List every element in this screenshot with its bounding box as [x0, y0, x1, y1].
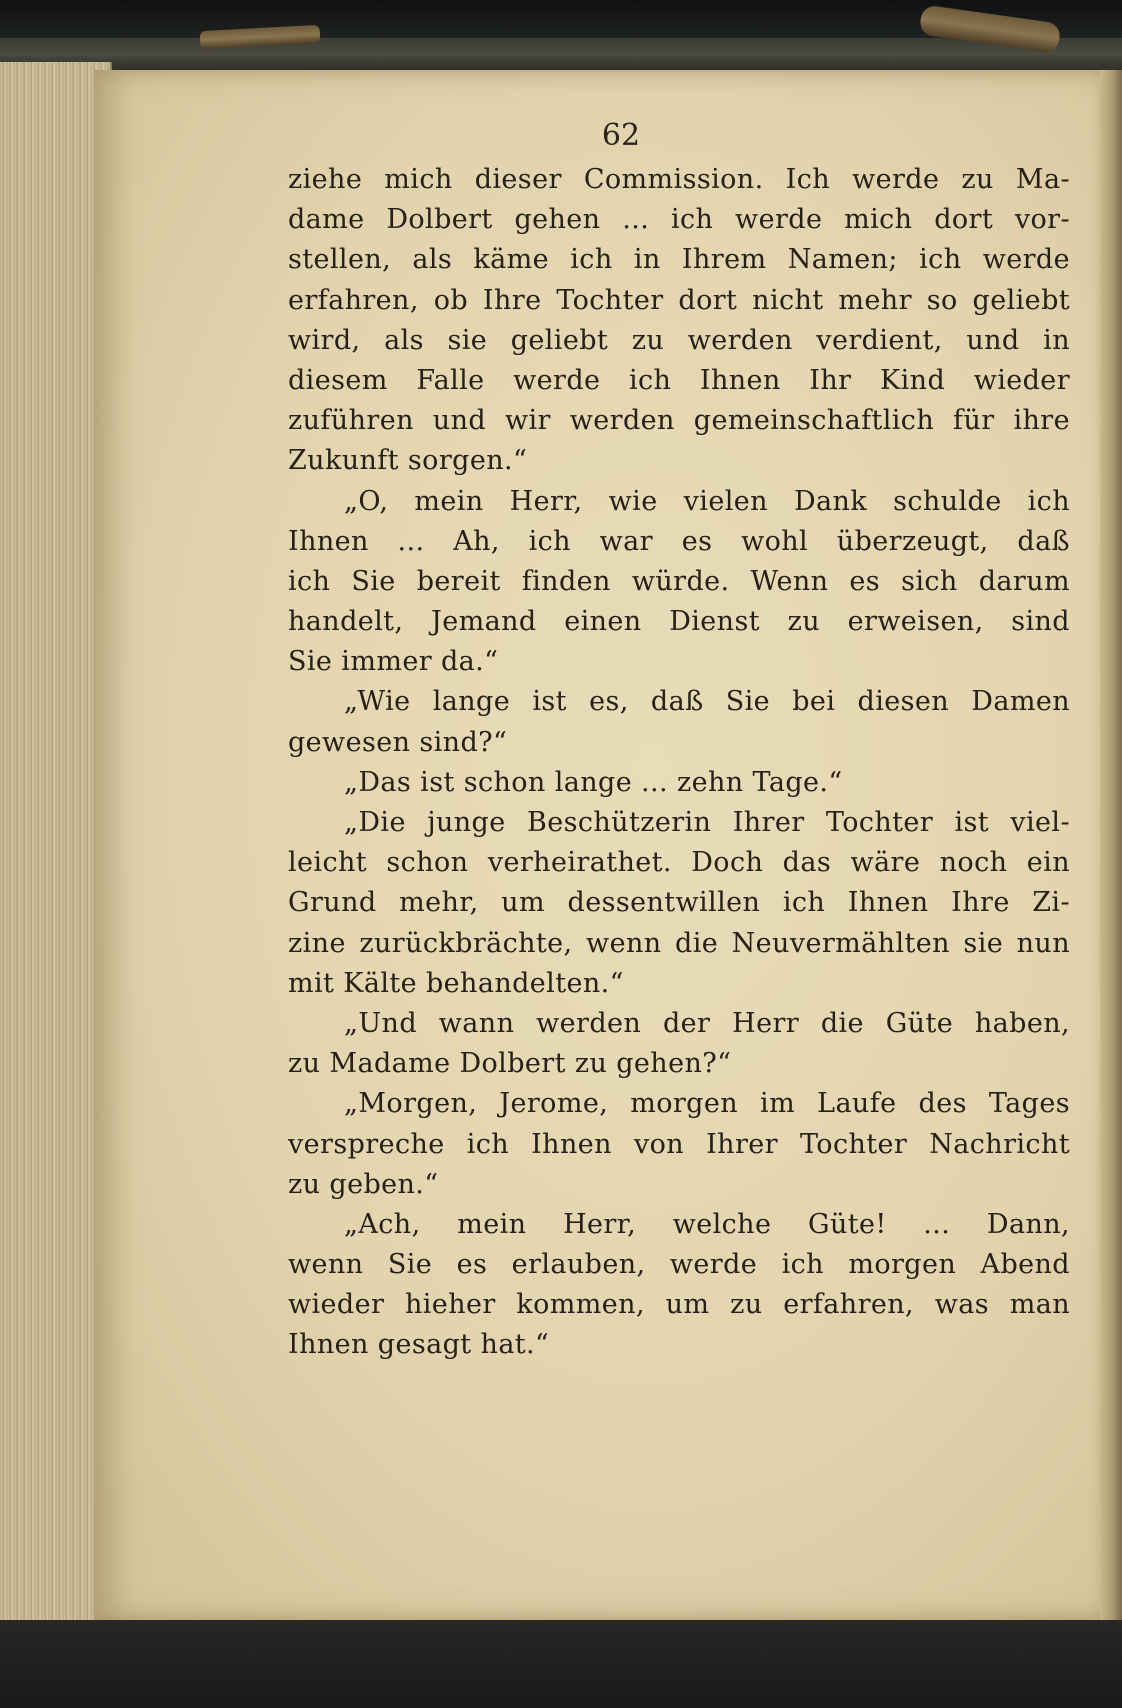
text-line: „O, mein Herr, wie vielen Dank schulde ich — [344, 485, 1070, 517]
page-number: 62 — [601, 118, 641, 153]
text-line: verspreche ich Ihnen von Ihrer Tochter Nachricht — [288, 1128, 1070, 1160]
text-line: Ihnen gesagt hat.“ — [288, 1329, 550, 1361]
text-line: Zukunft sorgen.“ — [288, 445, 528, 477]
text-line: erfahren, ob Ihre Tochter dort nicht mehr so geliebt — [288, 284, 1070, 316]
book-cover-edge — [0, 38, 1122, 70]
text-line: dame Dolbert gehen ... ich werde mich dort vor- — [288, 204, 1070, 236]
text-line: Grund mehr, um dessentwillen ich Ihnen Ihre Zi- — [288, 887, 1070, 919]
text-line: stellen, als käme ich in Ihrem Namen; ich werde — [288, 244, 1070, 276]
text-line: mit Kälte behandelten.“ — [288, 967, 624, 999]
text-line: diesem Falle werde ich Ihnen Ihr Kind wieder — [288, 364, 1070, 396]
text-line: Ihnen ... Ah, ich war es wohl überzeugt, daß — [288, 525, 1070, 557]
text-line: zuführen und wir werden gemeinschaftlich für ihre — [288, 405, 1070, 437]
text-line: zu Madame Dolbert zu gehen?“ — [288, 1048, 732, 1080]
text-line: wird, als sie geliebt zu werden verdient, und in — [288, 324, 1070, 356]
text-line: handelt, Jemand einen Dienst zu erweisen, sind — [288, 606, 1070, 638]
text-line: ziehe mich dieser Commission. Ich werde zu Ma- — [288, 164, 1070, 195]
text-line: ich Sie bereit finden würde. Wenn es sich darum — [288, 565, 1070, 597]
text-line: zu geben.“ — [288, 1168, 439, 1200]
text-line: „Das ist schon lange ... zehn Tage.“ — [344, 766, 843, 798]
page-right-edge — [1100, 70, 1122, 1620]
text-line: „Wie lange ist es, daß Sie bei diesen Damen — [344, 686, 1070, 718]
text-line: „Ach, mein Herr, welche Güte! ... Dann, — [344, 1208, 1070, 1240]
text-line: „Morgen, Jerome, morgen im Laufe des Tages — [344, 1088, 1070, 1120]
text-line: Sie immer da.“ — [288, 646, 499, 678]
text-line: leicht schon verheirathet. Doch das wäre noch ein — [288, 847, 1070, 879]
text-line: wenn Sie es erlauben, werde ich morgen Abend — [288, 1249, 1070, 1281]
book-cover-bottom — [0, 1620, 1122, 1708]
text-line: gewesen sind?“ — [288, 726, 508, 758]
page-text — [288, 160, 1070, 1366]
text-line: wieder hieher kommen, um zu erfahren, was man — [288, 1289, 1070, 1321]
text-line: „Die junge Beschützerin Ihrer Tochter ist viel- — [344, 807, 1070, 838]
text-line: zine zurückbrächte, wenn die Neuvermählten sie nun — [288, 927, 1070, 959]
text-line: „Und wann werden der Herr die Güte haben, — [344, 1007, 1070, 1039]
